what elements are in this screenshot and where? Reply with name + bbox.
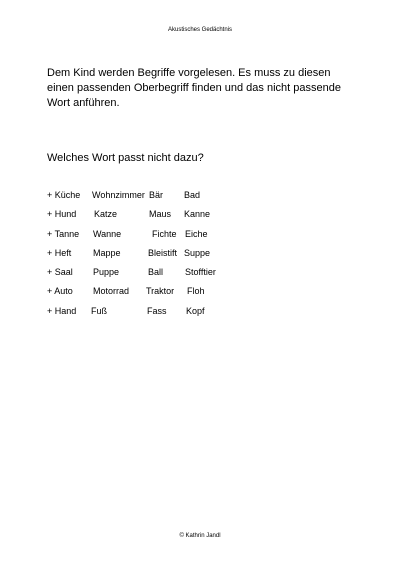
word-item: Fichte	[152, 228, 177, 239]
word-item: + Auto	[47, 286, 73, 297]
word-item: Stofftier	[185, 267, 216, 278]
instructions-paragraph	[47, 66, 357, 111]
instructions-line: einen passenden Oberbegriff finden und das nicht passende	[47, 82, 341, 94]
word-group-row	[47, 247, 347, 266]
word-item: Fass	[147, 305, 167, 316]
word-item: Kanne	[184, 209, 211, 220]
word-group-row	[47, 305, 347, 324]
word-item: + Küche	[47, 190, 81, 200]
word-item: + Tanne	[47, 228, 80, 239]
word-item: Suppe	[184, 247, 211, 258]
page-header-title: Akustisches Gedächtnis	[167, 27, 233, 33]
word-item: + Heft	[47, 247, 72, 258]
word-item: Fuß	[91, 305, 108, 316]
word-item: Traktor	[146, 286, 175, 297]
word-item: Wohnzimmer	[92, 190, 145, 200]
word-group-row	[47, 266, 347, 285]
word-group-list	[47, 189, 347, 324]
instructions-line: Dem Kind werden Begriffe vorgelesen. Es muss zu diesen	[47, 67, 331, 79]
word-item: Ball	[148, 267, 164, 278]
word-group-row	[47, 228, 347, 247]
word-item: + Hand	[47, 305, 77, 316]
word-item: Puppe	[93, 267, 120, 278]
instructions-line: Wort anführen.	[47, 97, 120, 109]
word-item: Katze	[94, 209, 118, 220]
word-item: Bad	[184, 190, 201, 200]
word-group-row	[47, 285, 347, 304]
word-item: Kopf	[186, 305, 205, 316]
word-item: Bleistift	[148, 247, 178, 258]
word-group-row	[47, 208, 347, 227]
word-item: Floh	[187, 286, 205, 297]
word-item: Maus	[149, 209, 172, 220]
word-item: + Saal	[47, 267, 73, 278]
word-item: + Hund	[47, 209, 77, 220]
word-item: Motorrad	[93, 286, 130, 297]
word-item: Wanne	[93, 228, 122, 239]
copyright-footer: © Kathrin Jandl	[179, 533, 221, 539]
question-heading: Welches Wort passt nicht dazu?	[47, 152, 204, 164]
word-item: Mappe	[93, 247, 121, 258]
word-item: Bär	[149, 190, 164, 200]
word-item: Eiche	[185, 228, 208, 239]
word-group-row	[47, 189, 347, 208]
